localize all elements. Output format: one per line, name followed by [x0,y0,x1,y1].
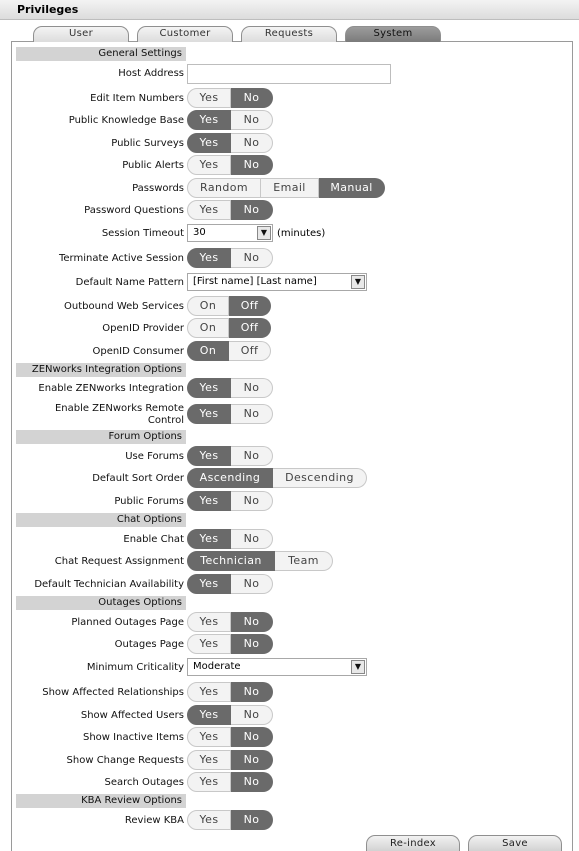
chat-request-assignment-label: Chat Request Assignment [54,556,184,567]
show-change-requests-yes[interactable]: Yes [187,750,231,770]
zen-remote-toggle [187,404,273,424]
openid-provider-toggle [187,318,271,338]
planned-outages-page-no[interactable]: No [231,612,273,632]
show-affected-users-yes[interactable]: Yes [187,705,231,725]
public-kb-no[interactable]: No [231,110,273,130]
public-surveys-label: Public Surveys [111,138,184,149]
use-forums-yes[interactable]: Yes [187,446,231,466]
section-forum: Forum Options [16,430,186,444]
outbound-web-services-label: Outbound Web Services [64,301,184,312]
show-inactive-items-toggle [187,727,273,747]
minimum-criticality-value: Moderate [193,661,241,672]
zen-integration-no[interactable]: No [231,378,273,398]
planned-outages-page-toggle [187,612,273,632]
review-kba-label: Review KBA [124,815,184,826]
show-inactive-items-no[interactable]: No [231,727,273,747]
openid-provider-label: OpenID Provider [102,323,184,334]
default-name-pattern-select[interactable] [187,273,367,291]
public-surveys-no[interactable]: No [231,133,273,153]
minimum-criticality-label: Minimum Criticality [86,662,184,673]
passwords-email[interactable]: Email [261,178,319,198]
default-tech-availability-no[interactable]: No [231,574,273,594]
session-timeout-select[interactable] [187,224,273,242]
session-timeout-label: Session Timeout [101,228,184,239]
passwords-manual[interactable]: Manual [319,178,385,198]
passwords-random[interactable]: Random [187,178,261,198]
show-affected-relationships-label: Show Affected Relationships [42,687,184,698]
edit-item-numbers-yes[interactable]: Yes [187,88,231,108]
enable-chat-no[interactable]: No [231,529,273,549]
search-outages-toggle [187,772,273,792]
minimum-criticality-select[interactable] [187,658,367,676]
edit-item-numbers-toggle [187,88,273,108]
edit-item-numbers-label: Edit Item Numbers [90,93,184,104]
terminate-session-label: Terminate Active Session [59,253,184,264]
default-sort-order-toggle [187,468,367,488]
zen-remote-yes[interactable]: Yes [187,404,231,424]
show-affected-users-no[interactable]: No [231,705,273,725]
search-outages-no[interactable]: No [231,772,273,792]
save-button[interactable]: Save [468,835,562,851]
public-kb-label: Public Knowledge Base [68,115,184,126]
password-questions-label: Password Questions [84,205,184,216]
openid-provider-on[interactable]: On [187,318,229,338]
outbound-web-services-off[interactable]: Off [229,296,271,316]
use-forums-label: Use Forums [125,451,184,462]
reindex-button[interactable]: Re-index [366,835,460,851]
default-name-pattern-label: Default Name Pattern [75,277,184,288]
assign-team[interactable]: Team [275,551,333,571]
public-alerts-no[interactable]: No [231,155,273,175]
outages-page-toggle [187,634,273,654]
section-zenworks: ZENworks Integration Options [16,363,186,377]
outages-page-no[interactable]: No [231,634,273,654]
settings-panel [11,42,573,851]
openid-consumer-on[interactable]: On [187,341,229,361]
section-outages: Outages Options [16,596,186,610]
enable-chat-label: Enable Chat [123,534,184,545]
openid-consumer-label: OpenID Consumer [92,346,184,357]
zen-remote-label-line2: Control [147,415,184,426]
review-kba-yes[interactable]: Yes [187,810,231,830]
default-tech-availability-toggle [187,574,273,594]
tab-strip [11,24,573,42]
passwords-toggle [187,178,385,198]
show-affected-relationships-no[interactable]: No [231,682,273,702]
openid-consumer-off[interactable]: Off [229,341,271,361]
password-questions-no[interactable]: No [231,200,273,220]
show-affected-relationships-yes[interactable]: Yes [187,682,231,702]
host-address-input[interactable] [187,64,391,84]
terminate-session-no[interactable]: No [231,248,273,268]
tab-requests[interactable]: Requests [241,26,337,42]
search-outages-label: Search Outages [104,777,184,788]
host-address-label: Host Address [118,68,184,79]
password-questions-toggle [187,200,273,220]
default-tech-availability-yes[interactable]: Yes [187,574,231,594]
review-kba-no[interactable]: No [231,810,273,830]
outbound-web-services-on[interactable]: On [187,296,229,316]
planned-outages-page-yes[interactable]: Yes [187,612,231,632]
chevron-down-icon[interactable]: ▼ [351,275,365,289]
session-timeout-value: 30 [193,227,206,238]
show-affected-users-toggle [187,705,273,725]
public-forums-no[interactable]: No [231,491,273,511]
public-forums-yes[interactable]: Yes [187,491,231,511]
public-alerts-toggle [187,155,273,175]
passwords-label: Passwords [132,183,184,194]
enable-chat-toggle [187,529,273,549]
chevron-down-icon[interactable]: ▼ [351,660,365,674]
use-forums-no[interactable]: No [231,446,273,466]
session-timeout-unit: (minutes) [277,228,326,239]
assign-technician[interactable]: Technician [187,551,275,571]
sort-descending[interactable]: Descending [273,468,367,488]
show-change-requests-label: Show Change Requests [66,755,184,766]
openid-provider-off[interactable]: Off [229,318,271,338]
search-outages-yes[interactable]: Yes [187,772,231,792]
chat-request-assignment-toggle [187,551,333,571]
default-name-pattern-value: [First name] [Last name] [193,276,317,287]
enable-chat-yes[interactable]: Yes [187,529,231,549]
chevron-down-icon[interactable]: ▼ [257,226,271,240]
public-forums-label: Public Forums [114,496,184,507]
section-kba: KBA Review Options [16,794,186,808]
zen-integration-yes[interactable]: Yes [187,378,231,398]
terminate-session-toggle [187,248,273,268]
public-kb-yes[interactable]: Yes [187,110,231,130]
openid-consumer-toggle [187,341,271,361]
show-affected-users-label: Show Affected Users [80,710,184,721]
tab-user[interactable]: User [33,26,129,42]
outages-page-yes[interactable]: Yes [187,634,231,654]
public-alerts-yes[interactable]: Yes [187,155,231,175]
planned-outages-page-label: Planned Outages Page [71,617,184,628]
zen-integration-toggle [187,378,273,398]
terminate-session-yes[interactable]: Yes [187,248,231,268]
sort-ascending[interactable]: Ascending [187,468,273,488]
outages-page-label: Outages Page [114,639,184,650]
section-chat: Chat Options [16,513,186,527]
page-title: Privileges [17,3,79,16]
show-change-requests-toggle [187,750,273,770]
default-sort-order-label: Default Sort Order [92,473,184,484]
default-tech-availability-label: Default Technician Availability [34,579,184,590]
zen-remote-label-line1: Enable ZENworks Remote [54,403,184,414]
tab-customer[interactable]: Customer [137,26,233,42]
public-alerts-label: Public Alerts [122,160,184,171]
title-bar [0,0,579,20]
edit-item-numbers-no[interactable]: No [231,88,273,108]
zen-remote-no[interactable]: No [231,404,273,424]
use-forums-toggle [187,446,273,466]
tab-system[interactable]: System [345,26,441,42]
review-kba-toggle [187,810,273,830]
public-kb-toggle [187,110,273,130]
show-inactive-items-label: Show Inactive Items [83,732,184,743]
show-change-requests-no[interactable]: No [231,750,273,770]
section-general-settings: General Settings [16,47,186,61]
password-questions-yes[interactable]: Yes [187,200,231,220]
show-affected-relationships-toggle [187,682,273,702]
show-inactive-items-yes[interactable]: Yes [187,727,231,747]
public-surveys-yes[interactable]: Yes [187,133,231,153]
public-surveys-toggle [187,133,273,153]
outbound-web-services-toggle [187,296,271,316]
public-forums-toggle [187,491,273,511]
zen-integration-label: Enable ZENworks Integration [38,383,184,394]
